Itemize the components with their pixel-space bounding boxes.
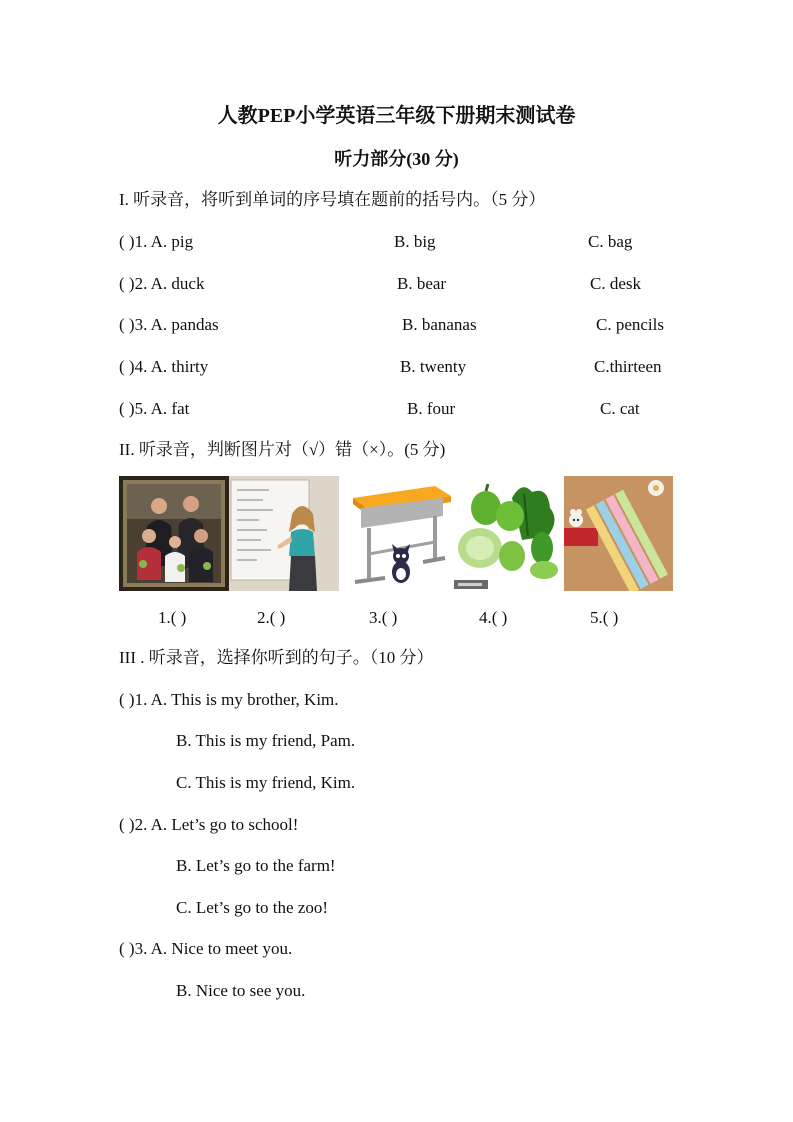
page-title: 人教PEP小学英语三年级下册期末测试卷 [217,105,576,127]
rulers-image [564,476,673,591]
picture-answer-2: 2.( ) [257,608,286,627]
picture-answer-1: 1.( ) [158,608,187,627]
picture-answer-4: 4.( ) [479,608,508,627]
s3-q3-option-a: ( )3. A. Nice to meet you. [119,939,293,958]
section1-heading: I. 听录音，将听到单词的序号填在题前的括号内。（5 分） [119,190,546,209]
teacher-classroom-image [229,476,339,591]
picture-answer-3: 3.( ) [369,608,398,627]
q2-option-c: C. desk [590,274,641,293]
q2-option-b: B. bear [397,274,447,293]
q2-option-a: ( )2. A. duck [119,274,205,293]
s3-q2-option-b: B. Let’s go to the farm! [176,856,336,875]
q5-option-c: C. cat [600,399,640,418]
listening-section-subtitle: 听力部分(30 分) [334,149,459,169]
q3-option-c: C. pencils [596,315,664,334]
q1-option-a: ( )1. A. pig [119,232,194,251]
picture-answer-5: 5.( ) [590,608,619,627]
q1-option-b: B. big [394,232,436,251]
family-photo-image [119,476,229,591]
q3-option-b: B. bananas [402,315,477,334]
section2-heading: II. 听录音，判断图片对（√）错（×）。(5 分) [119,440,446,459]
green-vegetables-image [452,476,564,591]
s3-q1-option-b: B. This is my friend, Pam. [176,731,356,750]
s3-q1-option-c: C. This is my friend, Kim. [176,773,356,792]
s3-q3-option-b: B. Nice to see you. [176,981,306,1000]
q3-option-a: ( )3. A. pandas [119,315,219,334]
q5-option-b: B. four [407,399,456,418]
q4-option-a: ( )4. A. thirty [119,357,209,376]
s3-q2-option-a: ( )2. A. Let’s go to school! [119,815,299,834]
s3-q1-option-a: ( )1. A. This is my brother, Kim. [119,690,339,709]
q4-option-c: C.thirteen [594,357,662,376]
section3-heading: III . 听录音，选择你听到的句子。（10 分） [119,648,434,667]
q5-option-a: ( )5. A. fat [119,399,190,418]
q1-option-c: C. bag [588,232,633,251]
s3-q2-option-c: C. Let’s go to the zoo! [176,898,329,917]
q4-option-b: B. twenty [400,357,467,376]
desk-with-cat-image [339,476,452,591]
